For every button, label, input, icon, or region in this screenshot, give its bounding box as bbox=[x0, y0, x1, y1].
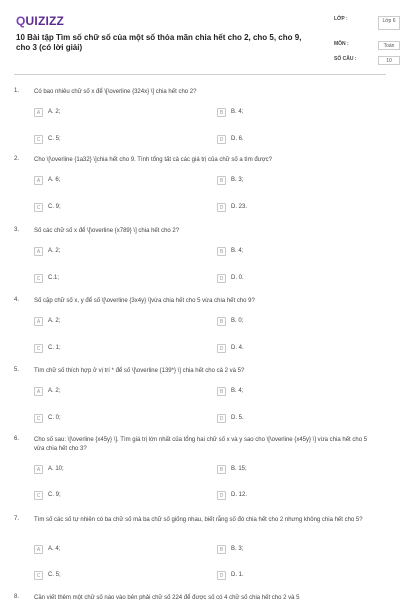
option-letter-box: D bbox=[217, 203, 226, 212]
question-text: Cho \[\overline {1a32} \]chia hết cho 9. Tính tổng tất cả các giá trị của chữ số a tìm được? bbox=[34, 157, 272, 163]
meta-count-value: 10 bbox=[378, 56, 400, 65]
worksheet-header bbox=[14, 12, 396, 68]
question-number: 4. bbox=[14, 297, 20, 303]
option-text: B. 4; bbox=[231, 109, 244, 115]
meta-subject-value: Toán bbox=[378, 41, 400, 50]
option-letter-box: B bbox=[217, 108, 226, 117]
option-text: D. 12. bbox=[231, 492, 248, 498]
option-letter-box: D bbox=[217, 274, 226, 283]
option-text: D. 0. bbox=[231, 275, 244, 281]
worksheet-title: 10 Bài tập Tìm số chữ số của một số thỏa mãn chia hết cho 2, cho 5, cho 9, cho 3 (có lời giải) bbox=[16, 33, 302, 52]
option-letter-box: C bbox=[34, 571, 43, 580]
option-letter-box: D bbox=[217, 135, 226, 144]
option-letter-box: A bbox=[34, 317, 43, 326]
option-text: D. 6. bbox=[231, 136, 244, 142]
option-text: B. 4; bbox=[231, 388, 244, 394]
question-number: 2. bbox=[14, 156, 20, 162]
meta-count-label: SỐ CÂU : bbox=[334, 56, 357, 62]
question-number: 3. bbox=[14, 227, 20, 233]
option-text: C. 0; bbox=[48, 415, 61, 421]
option-letter-box: C bbox=[34, 135, 43, 144]
option-letter-box: B bbox=[217, 465, 226, 474]
option-text: B. 4; bbox=[231, 248, 244, 254]
option-letter-box: D bbox=[217, 344, 226, 353]
question-text: Cần viết thêm một chữ số nào vào bên phải chữ số 224 để được số có 4 chữ số chia hết cho 2 và 5 bbox=[34, 595, 300, 600]
option-text: A. 10; bbox=[48, 466, 64, 472]
option-letter-box: B bbox=[217, 387, 226, 396]
meta-grade-label: LỚP : bbox=[334, 16, 348, 22]
option-letter-box: A bbox=[34, 545, 43, 554]
question-number: 7. bbox=[14, 516, 20, 522]
option-text: A. 4; bbox=[48, 546, 61, 552]
option-text: A. 6; bbox=[48, 177, 61, 183]
option-letter-box: D bbox=[217, 491, 226, 500]
meta-grade-value: Lớp 6 bbox=[378, 16, 400, 30]
option-letter-box: C bbox=[34, 274, 43, 283]
header-divider bbox=[14, 74, 386, 75]
option-text: B. 3; bbox=[231, 546, 244, 552]
option-text: B. 15; bbox=[231, 466, 247, 472]
option-text: C. 5; bbox=[48, 572, 61, 578]
option-letter-box: A bbox=[34, 465, 43, 474]
option-letter-box: C bbox=[34, 203, 43, 212]
option-text: A. 2; bbox=[48, 248, 61, 254]
option-letter-box: D bbox=[217, 414, 226, 423]
option-text: A. 2; bbox=[48, 109, 61, 115]
option-text: B. 0; bbox=[231, 318, 244, 324]
option-text: C.1; bbox=[48, 275, 60, 281]
option-letter-box: C bbox=[34, 414, 43, 423]
question-text: Số các chữ số x để \[\overline {x789} \] chia hết cho 2? bbox=[34, 228, 180, 234]
question-number: 8. bbox=[14, 594, 20, 600]
option-letter-box: B bbox=[217, 545, 226, 554]
option-text: A. 2; bbox=[48, 388, 61, 394]
option-text: C. 9; bbox=[48, 492, 61, 498]
option-text: D. 5. bbox=[231, 415, 244, 421]
option-letter-box: A bbox=[34, 176, 43, 185]
question-text: Số cặp chữ số x, y để số \[\overline {3x4y} \]vừa chia hết cho 5 vừa chia hết cho 9? bbox=[34, 298, 255, 304]
option-letter-box: A bbox=[34, 247, 43, 256]
option-text: C. 9; bbox=[48, 204, 61, 210]
option-text: D. 1. bbox=[231, 572, 244, 578]
option-letter-box: C bbox=[34, 491, 43, 500]
question-number: 5. bbox=[14, 367, 20, 373]
question-text: Có bao nhiêu chữ số x để \[\overline {324x} \] chia hết cho 2? bbox=[34, 89, 197, 95]
option-letter-box: C bbox=[34, 344, 43, 353]
option-letter-box: D bbox=[217, 571, 226, 580]
question-text: Tìm chữ số thích hợp ở vị trí * để số \[\overline {139*} \] chia hết cho cả 2 và 5? bbox=[34, 368, 245, 374]
option-text: B. 3; bbox=[231, 177, 244, 183]
option-letter-box: B bbox=[217, 247, 226, 256]
option-letter-box: B bbox=[217, 317, 226, 326]
option-text: C. 1; bbox=[48, 345, 61, 351]
question-number: 1. bbox=[14, 88, 20, 94]
option-text: D. 23. bbox=[231, 204, 248, 210]
option-letter-box: B bbox=[217, 176, 226, 185]
quizizz-logo: QUIZIZZ bbox=[16, 14, 65, 28]
question-text: Tìm số các số tự nhiên có ba chữ số mà ba chữ số giống nhau, biết rằng số đó chia hết cho 2 nhưng không chia hết cho 5? bbox=[34, 517, 363, 523]
question-number: 6. bbox=[14, 436, 20, 442]
option-letter-box: A bbox=[34, 387, 43, 396]
option-letter-box: A bbox=[34, 108, 43, 117]
question-text: Cho số sau: \[\overline {x45y} \]. Tìm giá trị lớn nhất của tổng hai chữ số x và y sao cho \[\overline {x45y} \] vừa chia hết cho 5 vừa chia hết cho 3? bbox=[34, 437, 368, 452]
meta-subject-label: MÔN : bbox=[334, 41, 349, 47]
option-text: C. 5; bbox=[48, 136, 61, 142]
option-text: D. 4. bbox=[231, 345, 244, 351]
option-text: A. 2; bbox=[48, 318, 61, 324]
